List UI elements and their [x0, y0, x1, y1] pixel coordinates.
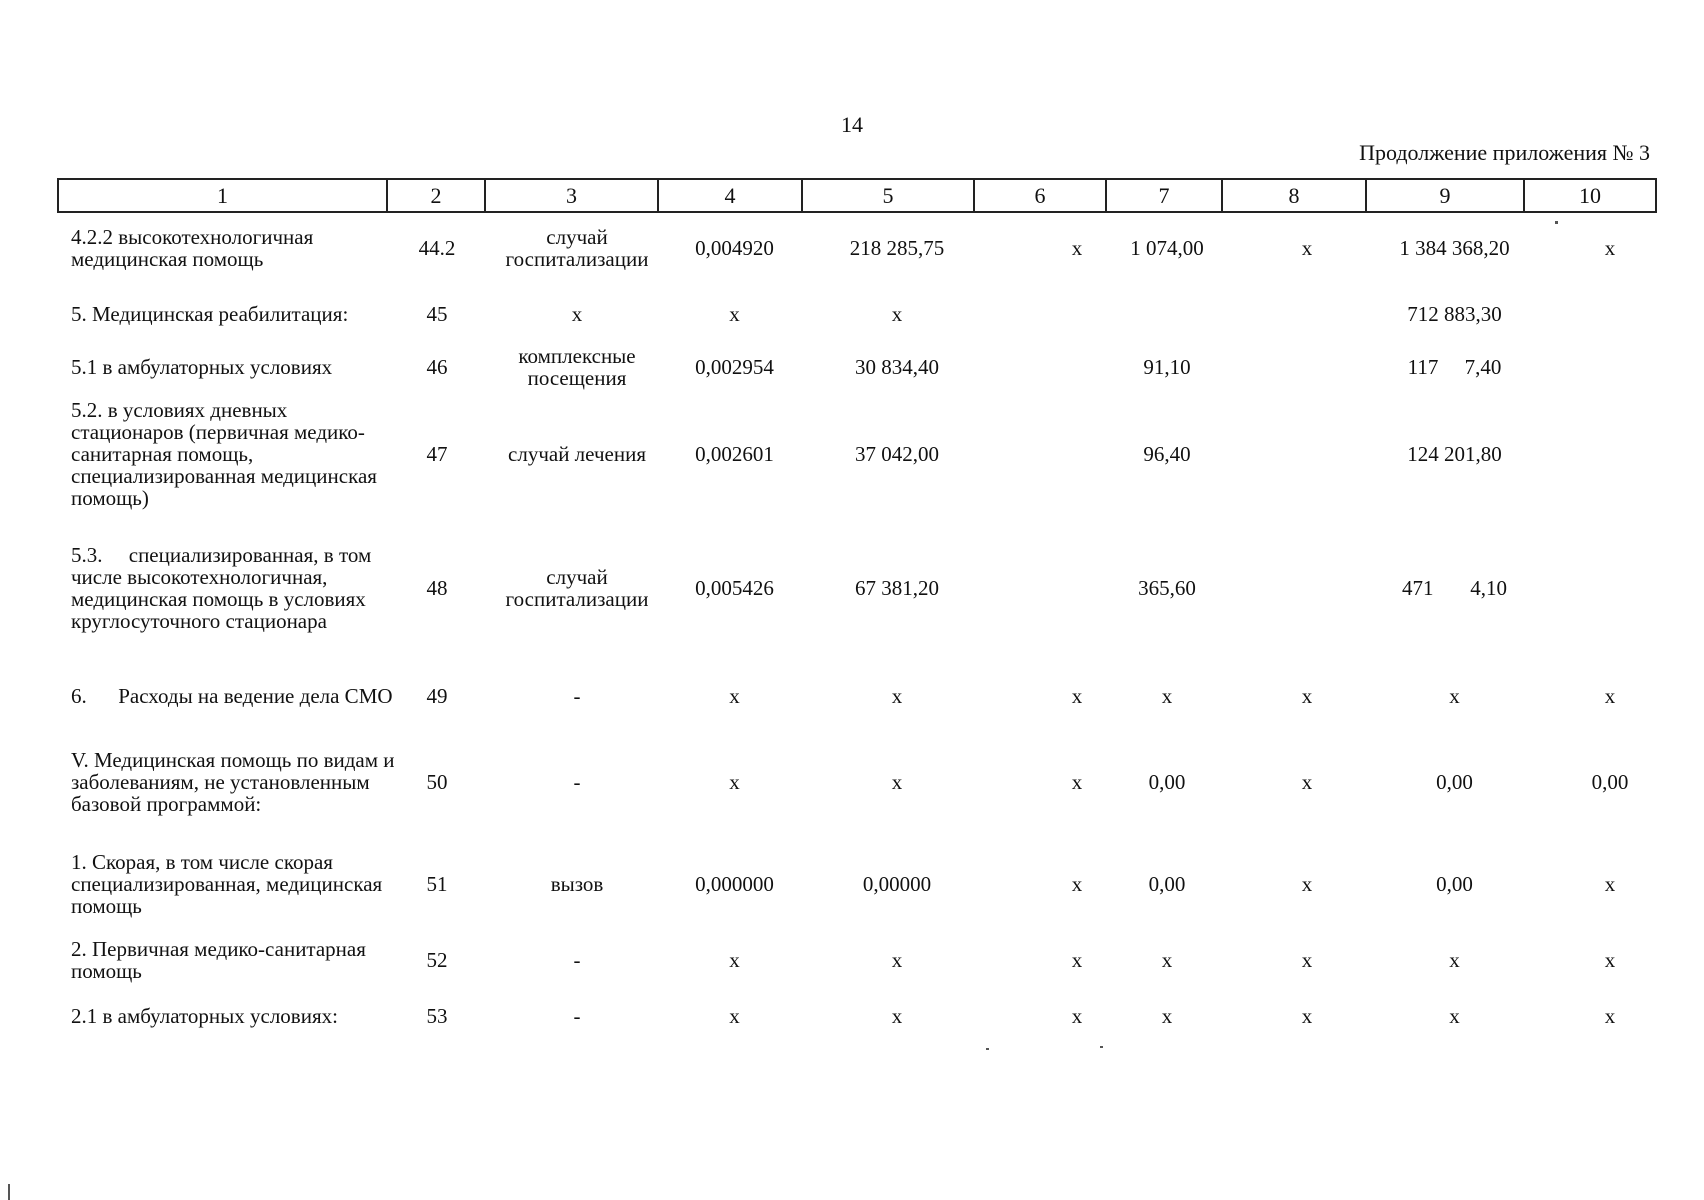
- table-row: [57, 342, 1655, 392]
- header-col-8: 8: [1222, 179, 1366, 212]
- row-col-6: x: [1071, 871, 1083, 896]
- row-col-9: x: [1449, 683, 1460, 708]
- row-unit: вызов: [550, 872, 604, 896]
- row-unit: комплексные посещения: [518, 344, 636, 390]
- row-code: 52: [426, 947, 448, 972]
- table-row: [57, 670, 1655, 722]
- row-label: V. Медицинская помощь по видам и заболеваниям, не установленным базовой программой:: [71, 748, 395, 816]
- header-col-6: 6: [974, 179, 1106, 212]
- header-col-10: 10: [1524, 179, 1656, 212]
- row-col-9: 0,00: [1436, 871, 1473, 896]
- row-col-10: [1535, 396, 1685, 512]
- row-code: 45: [426, 301, 448, 326]
- row-col-9: 712 883,30: [1407, 301, 1502, 326]
- row-col-10: [1535, 342, 1685, 392]
- row-col-8: [1237, 288, 1377, 340]
- row-label: 5.2. в условиях дневных стационаров (первичная медико-санитарная помощь, специализированная медицинская помощь): [71, 398, 377, 510]
- row-unit: случай госпитализации: [505, 565, 649, 611]
- row-unit: -: [573, 770, 581, 794]
- row-col-8: [1237, 342, 1377, 392]
- row-col-4: 0,005426: [695, 575, 774, 600]
- table-row: [57, 990, 1655, 1042]
- row-col-10: x: [1604, 1003, 1616, 1028]
- table-row: [57, 734, 1655, 830]
- row-col-5: 67 381,20: [855, 575, 939, 600]
- scan-dot: [986, 1048, 989, 1050]
- row-col-7: x: [1161, 1003, 1173, 1028]
- row-col-10: [1535, 288, 1685, 340]
- row-col-5: 218 285,75: [849, 235, 945, 260]
- row-col-8: x: [1301, 235, 1313, 260]
- row-col-9: 117 7,40: [1407, 354, 1502, 379]
- row-col-10: 0,00: [1591, 769, 1629, 794]
- row-col-8: x: [1301, 769, 1313, 794]
- row-col-7: 91,10: [1143, 354, 1191, 379]
- row-label: 5. Медицинская реабилитация:: [71, 302, 349, 326]
- row-code: 50: [426, 769, 448, 794]
- row-unit: случай госпитализации: [505, 225, 649, 271]
- row-code: 46: [426, 354, 448, 379]
- row-label: 6. Расходы на ведение дела СМО: [71, 684, 393, 708]
- row-col-8: x: [1301, 871, 1313, 896]
- header-col-5: 5: [802, 179, 974, 212]
- header-col-1: 1: [58, 179, 387, 212]
- row-code: 49: [426, 683, 448, 708]
- scan-dot: [1555, 221, 1558, 224]
- row-col-7: [1107, 288, 1227, 340]
- row-col-4: x: [729, 947, 740, 972]
- column-number-header: [57, 178, 1657, 213]
- row-col-4: x: [729, 301, 740, 326]
- row-col-6: x: [1071, 235, 1083, 260]
- row-col-4: 0,000000: [695, 871, 774, 896]
- header-col-4: 4: [658, 179, 802, 212]
- row-label: 5.3. специализированная, в том числе высокотехнологичная, медицинская помощь в условиях круглосуточного стационара: [71, 543, 377, 633]
- row-label: 2.1 в амбулаторных условиях:: [71, 1004, 338, 1028]
- row-code: 44.2: [418, 235, 456, 260]
- row-col-7: x: [1161, 683, 1173, 708]
- row-col-8: [1237, 396, 1377, 512]
- row-unit: x: [571, 302, 583, 326]
- row-col-8: x: [1301, 947, 1313, 972]
- row-col-7: 0,00: [1148, 871, 1186, 896]
- row-col-4: x: [729, 683, 740, 708]
- row-unit: случай лечения: [508, 442, 646, 466]
- row-label: 1. Скорая, в том числе скорая специализированная, медицинская помощь: [71, 850, 383, 918]
- row-col-7: 1 074,00: [1130, 235, 1204, 260]
- row-col-5: 30 834,40: [855, 354, 939, 379]
- row-col-8: x: [1301, 683, 1313, 708]
- row-col-8: x: [1301, 1003, 1313, 1028]
- row-code: 51: [426, 871, 448, 896]
- header-col-7: 7: [1106, 179, 1222, 212]
- row-col-6: x: [1071, 947, 1083, 972]
- row-label: 5.1 в амбулаторных условиях: [71, 355, 333, 379]
- row-code: 48: [426, 575, 448, 600]
- scan-dot: [1100, 1046, 1103, 1048]
- row-col-5: 37 042,00: [855, 441, 939, 466]
- row-col-10: [1535, 518, 1685, 658]
- row-code: 47: [426, 441, 448, 466]
- row-col-5: x: [891, 683, 903, 708]
- row-col-4: x: [729, 1003, 740, 1028]
- table-row: [57, 222, 1655, 274]
- row-unit: -: [573, 1004, 581, 1028]
- row-col-7: x: [1161, 947, 1173, 972]
- header-col-9: 9: [1366, 179, 1524, 212]
- row-col-9: x: [1449, 947, 1460, 972]
- scan-edge-mark: [8, 1184, 10, 1200]
- row-col-7: 96,40: [1143, 441, 1191, 466]
- row-col-10: x: [1604, 871, 1616, 896]
- row-code: 53: [426, 1003, 448, 1028]
- row-col-9: x: [1449, 1003, 1460, 1028]
- row-label: 4.2.2 высокотехнологичная медицинская помощь: [71, 225, 314, 271]
- row-col-7: 365,60: [1138, 575, 1196, 600]
- table-row: [57, 846, 1655, 922]
- row-col-5: x: [891, 947, 903, 972]
- row-col-6: x: [1071, 683, 1083, 708]
- row-col-6: x: [1071, 1003, 1083, 1028]
- row-col-9: 1 384 368,20: [1399, 235, 1510, 260]
- table-row: [57, 288, 1655, 340]
- row-unit: -: [573, 948, 581, 972]
- row-col-5: x: [891, 1003, 903, 1028]
- row-col-9: 124 201,80: [1407, 441, 1502, 466]
- row-col-5: 0,00000: [862, 871, 932, 896]
- table-row: [57, 934, 1655, 986]
- header-col-2: 2: [387, 179, 485, 212]
- row-col-5: x: [891, 301, 903, 326]
- row-col-5: x: [891, 769, 903, 794]
- row-col-10: x: [1604, 235, 1616, 260]
- row-label: 2. Первичная медико-санитарная помощь: [71, 937, 366, 983]
- row-col-4: 0,004920: [695, 235, 774, 260]
- row-col-4: x: [729, 769, 740, 794]
- continuation-label: Продолжение приложения № 3: [1359, 140, 1650, 165]
- row-col-4: 0,002954: [695, 354, 774, 379]
- table-row: [57, 518, 1655, 658]
- header-col-3: 3: [485, 179, 658, 212]
- table-row: [57, 396, 1655, 512]
- row-col-8: [1237, 518, 1377, 658]
- page-number: 14: [841, 112, 863, 137]
- row-col-10: x: [1604, 947, 1616, 972]
- row-col-6: x: [1071, 769, 1083, 794]
- row-col-9: 471 4,10: [1402, 575, 1507, 600]
- row-col-4: 0,002601: [695, 441, 774, 466]
- row-unit: -: [573, 684, 581, 708]
- row-col-9: 0,00: [1436, 769, 1473, 794]
- row-col-7: 0,00: [1148, 769, 1186, 794]
- row-col-10: x: [1604, 683, 1616, 708]
